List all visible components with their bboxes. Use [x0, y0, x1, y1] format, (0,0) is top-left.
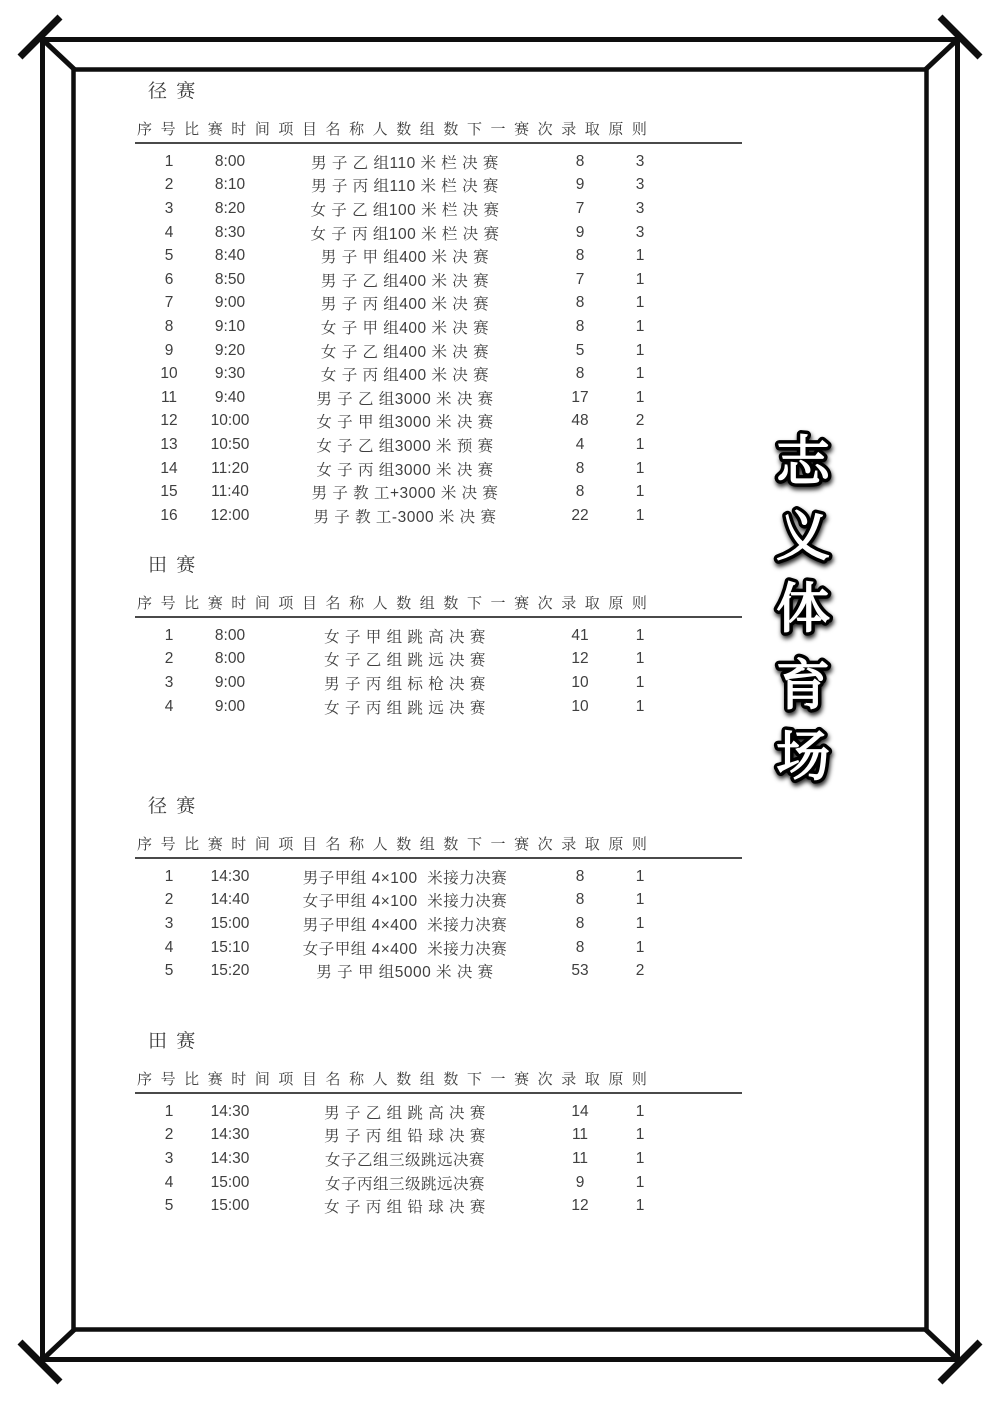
row-event: 女 子 丙 组 跳 远 决 赛 [324, 699, 486, 717]
frame-corner-connector [42, 39, 75, 70]
row-groups: 3 [635, 199, 645, 217]
row-participants: 8 [575, 938, 585, 956]
stadium-name-char: 育 [776, 654, 830, 717]
row-groups: 1 [635, 938, 645, 956]
section-title: 径 赛 [148, 81, 198, 102]
stadium-name-vertical [758, 420, 850, 792]
row-groups: 1 [635, 247, 645, 265]
table-row [135, 889, 747, 913]
row-groups: 1 [635, 317, 645, 335]
row-time: 15:00 [210, 1197, 250, 1215]
row-participants: 8 [575, 317, 585, 335]
row-groups: 1 [635, 673, 645, 691]
row-seq: 10 [160, 365, 178, 383]
row-event: 女 子 丙 组 铅 球 决 赛 [324, 1199, 486, 1217]
row-groups: 1 [635, 1149, 645, 1167]
row-participants: 8 [575, 152, 585, 170]
table-row [135, 671, 747, 695]
table-row [135, 1100, 747, 1124]
row-participants: 10 [571, 697, 589, 715]
row-time: 10:50 [210, 435, 250, 453]
row-groups: 1 [635, 1102, 645, 1120]
row-event: 男 子 乙 组400 米 决 赛 [320, 272, 490, 290]
section-field-morning [135, 550, 747, 718]
row-participants: 5 [575, 341, 585, 359]
row-seq: 16 [160, 506, 178, 524]
row-event: 男子甲组 4×400 米接力决赛 [302, 916, 508, 934]
row-time: 15:20 [210, 962, 250, 980]
row-seq: 13 [160, 435, 178, 453]
row-event: 女 子 乙 组400 米 决 赛 [320, 343, 490, 361]
row-groups: 1 [635, 270, 645, 288]
row-participants: 7 [575, 270, 585, 288]
row-participants: 8 [575, 294, 585, 312]
row-participants: 7 [575, 199, 585, 217]
row-time: 9:10 [214, 317, 246, 335]
row-event: 男 子 丙 组 标 枪 决 赛 [324, 675, 486, 693]
section-title: 田 赛 [148, 1031, 198, 1052]
section-title: 径 赛 [148, 796, 198, 817]
row-seq: 9 [164, 341, 174, 359]
row-participants: 10 [571, 673, 589, 691]
row-seq: 3 [164, 1149, 174, 1167]
row-participants: 9 [575, 223, 585, 241]
frame-corner-connector [925, 39, 958, 70]
row-participants: 53 [571, 962, 589, 980]
row-time: 12:00 [210, 506, 250, 524]
row-groups: 1 [635, 1197, 645, 1215]
row-seq: 4 [164, 938, 174, 956]
row-participants: 9 [575, 176, 585, 194]
table-row [135, 244, 747, 268]
row-groups: 1 [635, 1126, 645, 1144]
row-event: 男 子 丙 组 铅 球 决 赛 [324, 1128, 486, 1146]
table-row [135, 648, 747, 672]
table-header-row: 序 号 比 赛 时 间 项 目 名 称 人 数 组 数 下 一 赛 次 录 取 原 则 [135, 592, 742, 618]
table-rows [135, 624, 747, 718]
row-event: 女 子 丙 组3000 米 决 赛 [316, 461, 494, 479]
row-time: 8:20 [214, 199, 246, 217]
row-time: 8:10 [214, 176, 246, 194]
table-row [135, 1147, 747, 1171]
row-event: 女 子 丙 组100 米 栏 决 赛 [310, 225, 500, 243]
row-time: 15:00 [210, 914, 250, 932]
row-groups: 1 [635, 341, 645, 359]
row-seq: 2 [164, 650, 174, 668]
table-row [135, 221, 747, 245]
section-track-morning [135, 76, 747, 528]
table-row [135, 362, 747, 386]
row-seq: 5 [164, 962, 174, 980]
table-row [135, 410, 747, 434]
row-event: 女 子 甲 组400 米 决 赛 [320, 319, 490, 337]
table-row [135, 1124, 747, 1148]
row-time: 9:20 [214, 341, 246, 359]
row-seq: 1 [164, 626, 174, 644]
section-field-afternoon [135, 1026, 747, 1218]
row-groups: 1 [635, 435, 645, 453]
stadium-name-char: 体 [776, 577, 830, 640]
table-row [135, 936, 747, 960]
row-time: 11:40 [211, 483, 249, 501]
row-seq: 8 [164, 317, 174, 335]
row-groups: 1 [635, 867, 645, 885]
row-event: 男 子 乙 组3000 米 决 赛 [316, 390, 494, 408]
table-row [135, 315, 747, 339]
row-groups: 1 [635, 365, 645, 383]
row-participants: 12 [571, 650, 589, 668]
row-seq: 2 [164, 1126, 174, 1144]
row-seq: 1 [164, 152, 174, 170]
row-time: 9:00 [214, 697, 246, 715]
table-row [135, 386, 747, 410]
row-groups: 2 [635, 962, 645, 980]
row-event: 男 子 甲 组5000 米 决 赛 [316, 964, 494, 982]
row-event: 男 子 丙 组110 米 栏 决 赛 [311, 178, 499, 196]
stadium-name-char: 场 [776, 725, 830, 788]
row-participants: 8 [575, 247, 585, 265]
row-event: 男 子 教 工-3000 米 决 赛 [313, 508, 497, 526]
row-event: 女 子 乙 组3000 米 预 赛 [316, 437, 494, 455]
row-time: 9:00 [214, 673, 246, 691]
row-participants: 8 [575, 891, 585, 909]
row-time: 9:00 [214, 294, 246, 312]
row-participants: 4 [575, 435, 585, 453]
table-rows [135, 1100, 747, 1218]
row-groups: 1 [635, 914, 645, 932]
row-groups: 2 [635, 412, 645, 430]
row-participants: 8 [575, 867, 585, 885]
row-time: 14:30 [210, 867, 250, 885]
row-participants: 8 [575, 365, 585, 383]
row-time: 14:30 [210, 1149, 250, 1167]
row-time: 8:30 [214, 223, 246, 241]
table-header-row: 序 号 比 赛 时 间 项 目 名 称 人 数 组 数 下 一 赛 次 录 取 原 则 [135, 1068, 742, 1094]
row-event: 女 子 乙 组 跳 远 决 赛 [324, 652, 486, 670]
row-groups: 1 [635, 483, 645, 501]
row-seq: 7 [164, 294, 174, 312]
table-row [135, 695, 747, 719]
frame-corner-connector [925, 1329, 958, 1360]
table-row [135, 457, 747, 481]
row-groups: 1 [635, 1173, 645, 1191]
row-seq: 1 [164, 867, 174, 885]
row-groups: 1 [635, 459, 645, 477]
table-row [135, 1171, 747, 1195]
table-rows [135, 865, 747, 983]
table-row [135, 174, 747, 198]
row-event: 男子甲组 4×100 米接力决赛 [302, 869, 508, 887]
stadium-name-char: 志 [776, 430, 830, 493]
row-seq: 2 [164, 891, 174, 909]
row-event: 女子甲组 4×100 米接力决赛 [302, 893, 508, 911]
row-participants: 12 [571, 1197, 589, 1215]
row-groups: 1 [635, 388, 645, 406]
row-groups: 1 [635, 697, 645, 715]
row-time: 15:00 [210, 1173, 250, 1191]
table-header-row: 序 号 比 赛 时 间 项 目 名 称 人 数 组 数 下 一 赛 次 录 取 原 则 [135, 833, 742, 859]
row-time: 15:10 [210, 938, 250, 956]
table-row [135, 1194, 747, 1218]
row-event: 女子甲组 4×400 米接力决赛 [302, 940, 508, 958]
row-participants: 8 [575, 914, 585, 932]
row-time: 10:00 [210, 412, 250, 430]
table-row [135, 292, 747, 316]
row-seq: 3 [164, 199, 174, 217]
stadium-name-char: 义 [776, 505, 830, 568]
row-event: 女子丙组三级跳远决赛 [324, 1175, 485, 1193]
row-participants: 11 [571, 1126, 589, 1144]
row-participants: 14 [571, 1102, 589, 1120]
row-event: 女 子 乙 组100 米 栏 决 赛 [310, 201, 500, 219]
row-seq: 15 [160, 483, 178, 501]
row-time: 8:00 [214, 152, 246, 170]
row-seq: 6 [164, 270, 174, 288]
row-seq: 2 [164, 176, 174, 194]
table-rows [135, 150, 747, 528]
table-row [135, 339, 747, 363]
row-participants: 11 [571, 1149, 589, 1167]
row-participants: 8 [575, 483, 585, 501]
row-seq: 3 [164, 914, 174, 932]
row-event: 女 子 丙 组400 米 决 赛 [320, 367, 490, 385]
table-row [135, 624, 747, 648]
row-time: 8:00 [214, 626, 246, 644]
row-event: 男 子 乙 组 跳 高 决 赛 [324, 1104, 486, 1122]
table-row [135, 433, 747, 457]
row-seq: 5 [164, 247, 174, 265]
table-row [135, 865, 747, 889]
row-seq: 11 [160, 388, 178, 406]
table-row [135, 480, 747, 504]
row-seq: 12 [160, 412, 178, 430]
row-participants: 48 [571, 412, 589, 430]
row-groups: 1 [635, 506, 645, 524]
row-participants: 8 [575, 459, 585, 477]
row-seq: 5 [164, 1197, 174, 1215]
table-row [135, 504, 747, 528]
table-header-row: 序 号 比 赛 时 间 项 目 名 称 人 数 组 数 下 一 赛 次 录 取 原 则 [135, 118, 742, 144]
row-time: 14:40 [210, 891, 250, 909]
row-time: 11:20 [211, 459, 249, 477]
section-title: 田 赛 [148, 555, 198, 576]
row-seq: 4 [164, 223, 174, 241]
row-participants: 9 [575, 1173, 585, 1191]
row-event: 男 子 乙 组110 米 栏 决 赛 [311, 154, 499, 172]
row-time: 9:40 [214, 388, 246, 406]
row-time: 8:50 [214, 270, 246, 288]
row-time: 8:00 [214, 650, 246, 668]
row-seq: 4 [164, 697, 174, 715]
row-event: 男 子 教 工+3000 米 决 赛 [311, 485, 499, 503]
section-track-afternoon [135, 791, 747, 983]
row-time: 9:30 [214, 365, 246, 383]
row-groups: 3 [635, 176, 645, 194]
row-time: 14:30 [210, 1102, 250, 1120]
row-event: 男 子 甲 组400 米 决 赛 [320, 249, 490, 267]
row-time: 8:40 [214, 247, 246, 265]
row-seq: 3 [164, 673, 174, 691]
table-row [135, 197, 747, 221]
table-row [135, 959, 747, 983]
row-groups: 1 [635, 650, 645, 668]
table-row [135, 912, 747, 936]
table-row [135, 268, 747, 292]
row-time: 14:30 [210, 1126, 250, 1144]
row-groups: 1 [635, 294, 645, 312]
row-groups: 1 [635, 891, 645, 909]
row-participants: 22 [571, 506, 589, 524]
row-event: 女 子 甲 组3000 米 决 赛 [316, 414, 494, 432]
frame-corner-connector [42, 1329, 75, 1360]
row-event: 女 子 甲 组 跳 高 决 赛 [324, 628, 486, 646]
row-participants: 41 [571, 626, 589, 644]
row-seq: 14 [160, 459, 178, 477]
row-event: 女子乙组三级跳远决赛 [324, 1151, 485, 1169]
row-seq: 1 [164, 1102, 174, 1120]
row-event: 男 子 丙 组400 米 决 赛 [320, 296, 490, 314]
row-groups: 1 [635, 626, 645, 644]
row-participants: 17 [571, 388, 589, 406]
table-row [135, 150, 747, 174]
row-seq: 4 [164, 1173, 174, 1191]
row-groups: 3 [635, 223, 645, 241]
row-groups: 3 [635, 152, 645, 170]
